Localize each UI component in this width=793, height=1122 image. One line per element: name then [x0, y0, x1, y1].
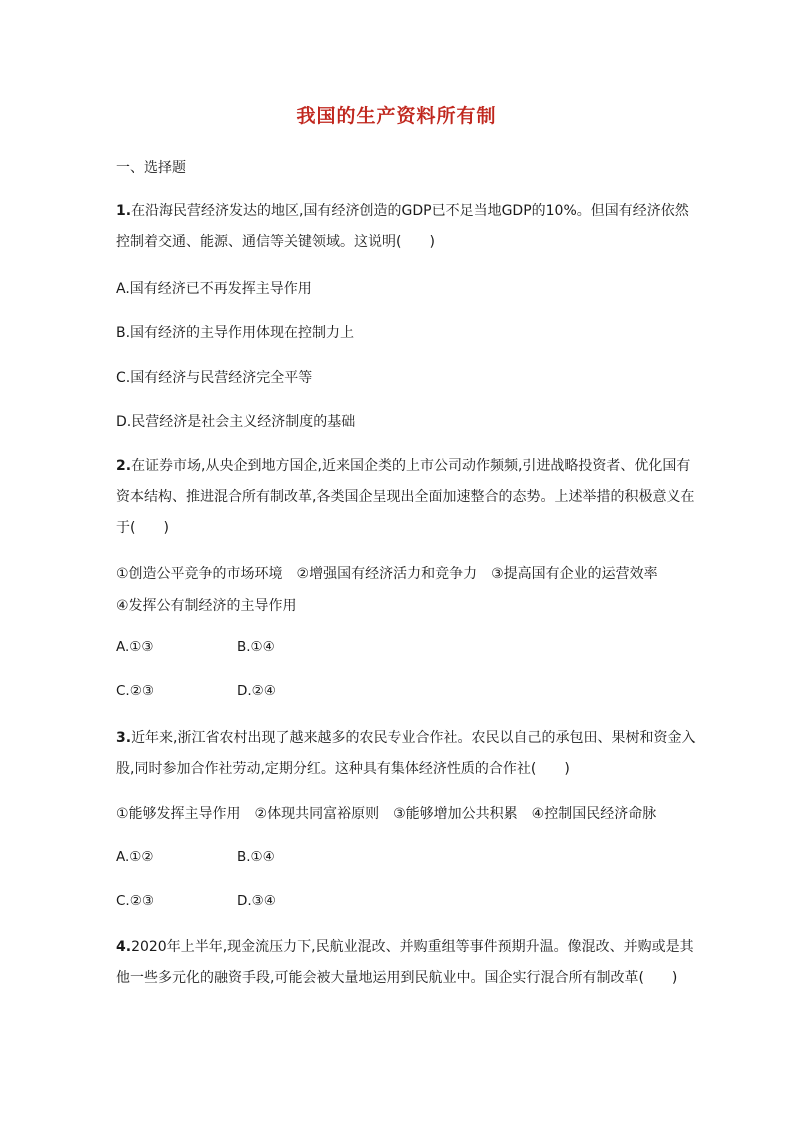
section-heading: 一、选择题	[116, 160, 186, 176]
option-a: A.①②	[116, 849, 154, 865]
statements-line-1: ①创造公平竞争的市场环境 ②增强国有经济活力和竞争力 ③提高国有企业的运营效率	[116, 566, 658, 582]
option-a: A.国有经济已不再发挥主导作用	[116, 281, 312, 297]
statements-line-2: ④发挥公有制经济的主导作用	[116, 598, 297, 614]
option-d: D.民营经济是社会主义经济制度的基础	[116, 414, 356, 430]
question-number: 4.	[116, 939, 132, 955]
question-number: 1.	[116, 203, 132, 219]
statements-line-1: ①能够发挥主导作用 ②体现共同富裕原则 ③能够增加公共积累 ④控制国民经济命脉	[116, 806, 657, 822]
option-c: C.②③	[116, 893, 154, 909]
question-text: 在沿海民营经济发达的地区,国有经济创造的GDP已不足当地GDP的10%。但国有经济依然控制着交通、能源、通信等关键领域。这说明( )	[116, 203, 689, 250]
option-c: C.②③	[116, 683, 154, 699]
option-c: C.国有经济与民营经济完全平等	[116, 370, 313, 386]
question-text: 在证券市场,从央企到地方国企,近来国企类的上市公司动作频频,引进战略投资者、优化国有资本结构、推进混合所有制改革,各类国企呈现出全面加速整合的态势。上述举措的积极意义在于( )	[116, 458, 695, 536]
option-b: B.国有经济的主导作用体现在控制力上	[116, 325, 355, 341]
question-text: 近年来,浙江省农村出现了越来越多的农民专业合作社。农民以自己的承包田、果树和资金入股,同时参加合作社劳动,定期分红。这种具有集体经济性质的合作社( )	[116, 730, 696, 777]
page-title: 我国的生产资料所有制	[296, 105, 497, 127]
question-number: 3.	[116, 730, 132, 746]
option-a: A.①③	[116, 639, 154, 655]
option-d: D.②④	[237, 683, 276, 699]
option-b: B.①④	[237, 849, 275, 865]
question-text: 2020年上半年,现金流压力下,民航业混改、并购重组等事件预期升温。像混改、并购或是其他一些多元化的融资手段,可能会被大量地运用到民航业中。国企实行混合所有制改革( )	[116, 939, 694, 986]
question-3-stem	[116, 723, 696, 785]
question-number: 2.	[116, 458, 132, 474]
question-2-stem	[116, 451, 696, 544]
question-4-stem	[116, 932, 696, 994]
option-d: D.③④	[237, 893, 276, 909]
question-1-stem	[116, 196, 696, 258]
option-b: B.①④	[237, 639, 275, 655]
